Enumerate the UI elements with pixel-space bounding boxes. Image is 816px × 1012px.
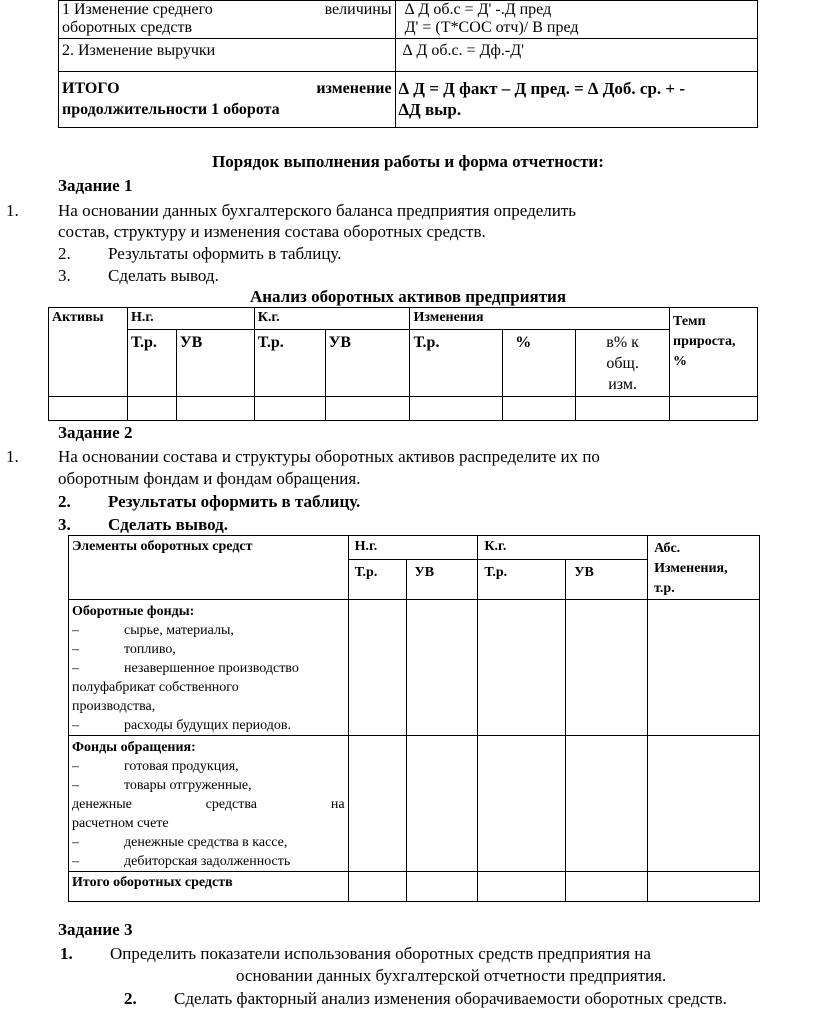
list-item xyxy=(72,716,345,735)
formula: ∆Д выр. xyxy=(398,100,462,119)
header-label: в% к xyxy=(606,334,639,351)
table-header-row xyxy=(49,308,758,330)
row-label: 2. Изменение выручки xyxy=(62,42,216,59)
header-cell xyxy=(325,330,410,397)
table-row xyxy=(59,39,758,72)
item-text: средства xyxy=(205,797,258,812)
header-label: общ. xyxy=(606,355,639,372)
list-number: 3. xyxy=(58,266,71,285)
table-cell xyxy=(576,397,670,421)
row-label: изменение xyxy=(316,80,392,97)
list-item xyxy=(72,757,345,776)
table-cell xyxy=(395,39,757,72)
row-label: продолжительности 1 оборота xyxy=(62,101,280,118)
table-cell xyxy=(410,397,503,421)
list-item: Результаты оформить в таблицу. xyxy=(108,244,342,263)
header-label: изм. xyxy=(608,376,637,393)
list-number: 2. xyxy=(124,989,137,1008)
table-cell xyxy=(566,872,648,902)
header-label: Темп xyxy=(673,314,706,329)
header-label: Т.р. xyxy=(484,565,508,581)
table-cell xyxy=(406,872,478,902)
table-title: Анализ оборотных активов предприятия xyxy=(249,287,567,306)
table-cell xyxy=(325,397,410,421)
list-item xyxy=(72,833,345,852)
header-cell xyxy=(406,560,478,600)
table-row xyxy=(59,1,758,39)
header-label: Н.г. xyxy=(130,310,154,325)
dash: – xyxy=(72,759,79,774)
list-item: На основании данных бухгалтерского баланса предприятия определить xyxy=(58,201,577,220)
item-text: товары отгруженные, xyxy=(124,778,252,793)
current-assets-table xyxy=(68,535,760,902)
table-cell xyxy=(348,872,406,902)
header-label: прироста, xyxy=(673,334,736,349)
list-item xyxy=(72,621,345,640)
header-label: Изменения, xyxy=(654,561,728,576)
dash: – xyxy=(72,661,79,676)
formula: ∆ Д об.с. = Дф.-Д' xyxy=(402,42,524,59)
item-text: готовая продукция, xyxy=(124,759,239,774)
header-cell xyxy=(176,330,254,397)
header-cell xyxy=(670,308,758,397)
table-cell xyxy=(395,1,757,39)
table-cell xyxy=(503,397,576,421)
table-header-row xyxy=(69,536,760,560)
assets-analysis-table xyxy=(48,307,758,421)
list-item: Сделать факторный анализ изменения оборачиваемости оборотных средств. xyxy=(174,989,727,1008)
header-cell xyxy=(410,330,503,397)
table-cell xyxy=(566,736,648,872)
formula: ∆ Д об.с = Д' -.Д пред xyxy=(404,1,552,18)
header-label: Т.р. xyxy=(130,334,157,351)
task1-title: Задание 1 xyxy=(58,176,133,195)
item-text: расчетном счете xyxy=(72,816,169,831)
table-cell xyxy=(69,600,349,736)
item-text: на xyxy=(330,797,345,812)
header-label: УВ xyxy=(179,334,203,351)
header-cell xyxy=(348,536,478,560)
list-item xyxy=(72,795,345,814)
header-label: УВ xyxy=(414,565,435,581)
table-cell xyxy=(406,600,478,736)
table-cell xyxy=(348,736,406,872)
formula: ∆ Д = Д факт – Д пред. = ∆ Доб. ср. + - xyxy=(398,79,685,98)
header-label: % xyxy=(515,334,532,351)
table-row xyxy=(49,397,758,421)
list-item: На основании состава и структуры оборотных активов распределите их по xyxy=(58,447,600,466)
item-text: производства, xyxy=(72,699,156,714)
list-number: 1. xyxy=(6,447,19,466)
table-cell xyxy=(49,397,128,421)
header-cell xyxy=(348,560,406,600)
header-cell xyxy=(127,308,254,330)
table-row xyxy=(69,736,760,872)
header-label: т.р. xyxy=(654,581,675,596)
formula-table xyxy=(58,0,758,128)
item-text: топливо, xyxy=(124,642,176,657)
table-cell xyxy=(176,397,254,421)
list-number: 2. xyxy=(58,244,71,263)
table-cell xyxy=(648,736,760,872)
table-row xyxy=(69,872,760,902)
list-item: основании данных бухгалтерской отчетности предприятия. xyxy=(236,966,667,985)
dash: – xyxy=(72,623,79,638)
table-cell xyxy=(670,397,758,421)
table-header-row xyxy=(49,330,758,397)
list-item: Определить показатели использования оборотных средств предприятия на xyxy=(110,944,651,963)
header-label: К.г. xyxy=(257,310,280,325)
dash: – xyxy=(72,718,79,733)
row-label: величины xyxy=(324,1,392,18)
table-cell xyxy=(69,872,349,902)
dash: – xyxy=(72,854,79,869)
section-title: Порядок выполнения работы и форма отчетности: xyxy=(212,152,604,171)
list-number: 3. xyxy=(58,515,71,534)
task2-title: Задание 2 xyxy=(58,423,133,442)
table-cell xyxy=(478,736,566,872)
table-row xyxy=(59,72,758,128)
table-cell xyxy=(648,872,760,902)
table-cell xyxy=(69,736,349,872)
header-cell xyxy=(254,330,325,397)
list-item xyxy=(72,659,345,678)
table-row xyxy=(69,600,760,736)
header-label: Абс. xyxy=(654,541,681,556)
item-text: денежные xyxy=(72,797,132,812)
list-item xyxy=(72,852,345,871)
table-cell xyxy=(395,72,757,128)
list-item: Сделать вывод. xyxy=(108,266,219,285)
table-cell xyxy=(348,600,406,736)
table-cell xyxy=(566,600,648,736)
group-title: Фонды обращения: xyxy=(72,740,196,755)
header-label: УВ xyxy=(574,565,594,581)
header-label: Н.г. xyxy=(354,539,378,554)
item-text: сырье, материалы, xyxy=(124,623,234,638)
list-item: оборотным фондам и фондам обращения. xyxy=(58,469,361,488)
table-cell xyxy=(478,600,566,736)
table-cell xyxy=(406,736,478,872)
header-label: Элементы оборотных средст xyxy=(72,539,253,554)
header-cell xyxy=(254,308,410,330)
header-label: К.г. xyxy=(484,539,507,554)
list-number: 2. xyxy=(58,492,71,511)
group-title: Оборотные фонды: xyxy=(72,604,195,619)
header-label: Т.р. xyxy=(354,565,378,581)
list-number: 1. xyxy=(6,201,19,220)
item-text: денежные средства в кассе, xyxy=(124,835,288,850)
table-cell xyxy=(59,72,396,128)
item-text: незавершенное производство xyxy=(124,661,299,676)
header-label: Изменения xyxy=(413,310,484,325)
header-label: % xyxy=(673,354,688,369)
table-cell xyxy=(127,397,176,421)
dash: – xyxy=(72,835,79,850)
row-label: ИТОГО xyxy=(62,80,120,97)
list-item: состав, структуру и изменения состава оборотных средств. xyxy=(58,222,486,241)
table-cell xyxy=(478,872,566,902)
list-number: 1. xyxy=(60,944,73,963)
task3-title: Задание 3 xyxy=(58,920,133,939)
total-label: Итого оборотных средств xyxy=(72,875,233,890)
header-cell xyxy=(410,308,670,330)
item-text: расходы будущих периодов. xyxy=(124,718,291,733)
header-cell xyxy=(648,536,760,600)
header-cell xyxy=(478,560,566,600)
table-cell xyxy=(648,600,760,736)
list-item: Результаты оформить в таблицу. xyxy=(108,492,361,511)
header-label: УВ xyxy=(328,334,352,351)
list-item xyxy=(72,776,345,795)
item-text: полуфабрикат собственного xyxy=(72,680,239,695)
table-cell xyxy=(59,39,396,72)
header-cell xyxy=(503,330,576,397)
dash: – xyxy=(72,778,79,793)
formula: Д' = (Т*СОС отч)/ В пред xyxy=(404,19,579,36)
table-cell xyxy=(59,1,396,39)
row-label: оборотных средств xyxy=(62,19,193,36)
table-cell xyxy=(254,397,325,421)
item-text: дебиторская задолженность xyxy=(124,854,291,869)
header-cell xyxy=(576,330,670,397)
dash: – xyxy=(72,642,79,657)
header-label: Т.р. xyxy=(413,334,440,351)
list-item xyxy=(72,640,345,659)
list-item: Сделать вывод. xyxy=(108,515,228,534)
row-label: 1 Изменение среднего xyxy=(62,1,213,18)
header-cell xyxy=(127,330,176,397)
header-cell xyxy=(566,560,648,600)
header-cell xyxy=(49,308,128,397)
header-label: Т.р. xyxy=(257,334,284,351)
header-label: Активы xyxy=(52,310,104,325)
header-cell xyxy=(478,536,648,560)
header-cell xyxy=(69,536,349,600)
